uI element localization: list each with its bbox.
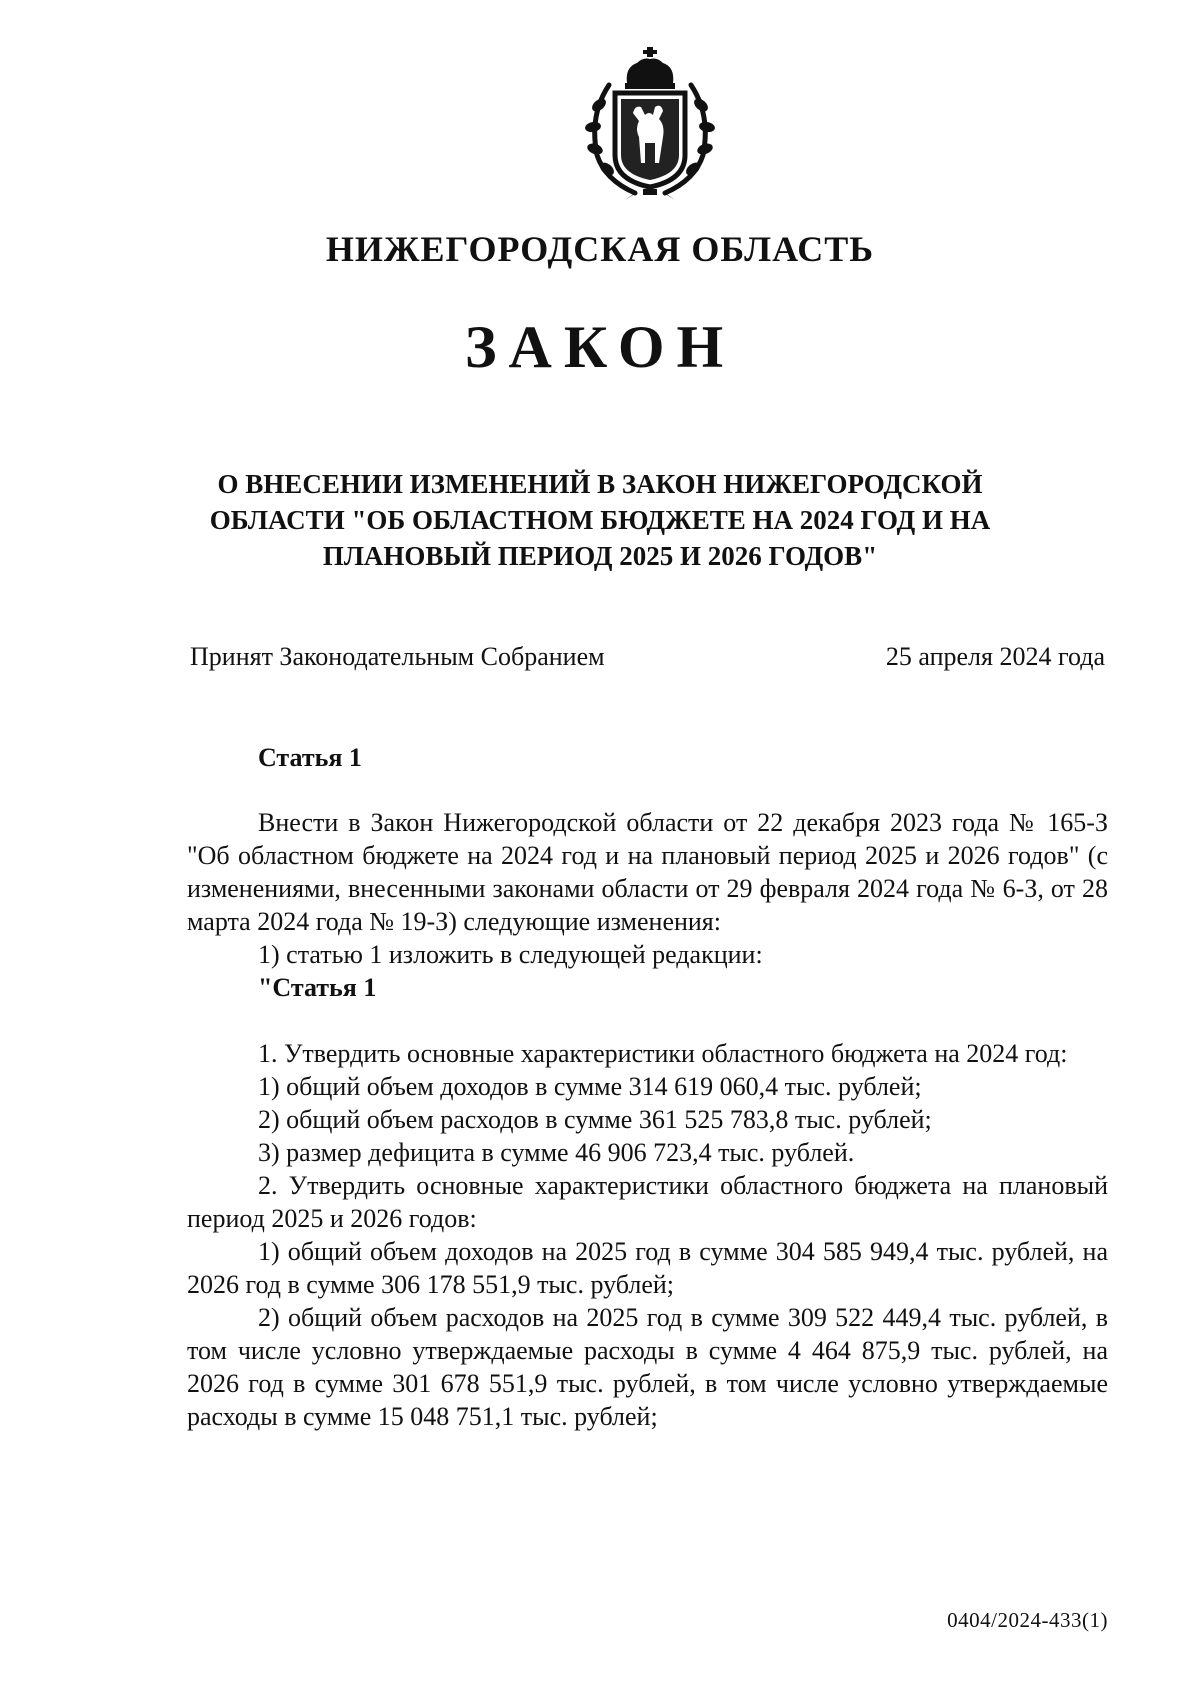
- region-name: НИЖЕГОРОДСКАЯ ОБЛАСТЬ: [325, 229, 875, 269]
- coat-of-arms-emblem: [575, 45, 725, 200]
- registration-number: 0404/2024-433(1): [947, 1608, 1108, 1632]
- law-title: О ВНЕСЕНИИ ИЗМЕНЕНИЙ В ЗАКОН НИЖЕГОРОДСКОЙ ОБЛАСТИ "ОБ ОБЛАСТНОМ БЮДЖЕТЕ НА 2024 ГОД И НА ПЛАНОВЫЙ ПЕРИОД 2025 И 2026 ГОДОВ": [209, 469, 991, 571]
- list-item: 1) общий объем доходов на 2025 год в сумме 304 585 949,4 тыс. рублей, на 2026 год в сумме 306 178 551,9 тыс. рублей;: [187, 1237, 1108, 1299]
- list-item: 2) общий объем расходов в сумме 361 525 783,8 тыс. рублей;: [258, 1105, 932, 1134]
- paragraph: Внести в Закон Нижегородской области от 22 декабря 2023 года № 165-З "Об областном бюджете на 2024 год и на плановый период 2025 и 2026 годов" (с изменениями, внесенными законами области от 29 февраля 2024 года № 6-З, от 28 марта 2024 года № 19-З) следующие изменения:: [187, 808, 1108, 936]
- list-item: 2. Утвердить основные характеристики областного бюджета на плановый период 2025 и 2026 годов:: [187, 1171, 1108, 1233]
- list-item: 1. Утвердить основные характеристики областного бюджета на 2024 год:: [258, 1039, 1068, 1068]
- article-heading: Статья 1: [258, 743, 362, 772]
- quoted-article-heading: "Статья 1: [258, 973, 377, 1002]
- list-item: 3) размер дефицита в сумме 46 906 723,4 тыс. рублей.: [258, 1138, 855, 1167]
- list-item: 1) общий объем доходов в сумме 314 619 060,4 тыс. рублей;: [258, 1072, 922, 1101]
- adoption-line: [190, 642, 1105, 672]
- list-item: 2) общий объем расходов на 2025 год в сумме 309 522 449,4 тыс. рублей, в том числе условно утверждаемые расходы в сумме 4 464 875,9 тыс. рублей, на 2026 год в сумме 301 678 551,9 тыс. рублей, в том числе условно утверждаемые расходы в сумме 15 048 751,1 тыс. рублей;: [187, 1303, 1108, 1431]
- adopted-by: Принят Законодательным Собранием: [190, 642, 605, 671]
- paragraph: 1) статью 1 изложить в следующей редакции:: [258, 940, 763, 969]
- adoption-date: 25 апреля 2024 года: [885, 642, 1105, 671]
- article-body: [187, 806, 1108, 1433]
- document-type: ЗАКОН: [464, 314, 736, 380]
